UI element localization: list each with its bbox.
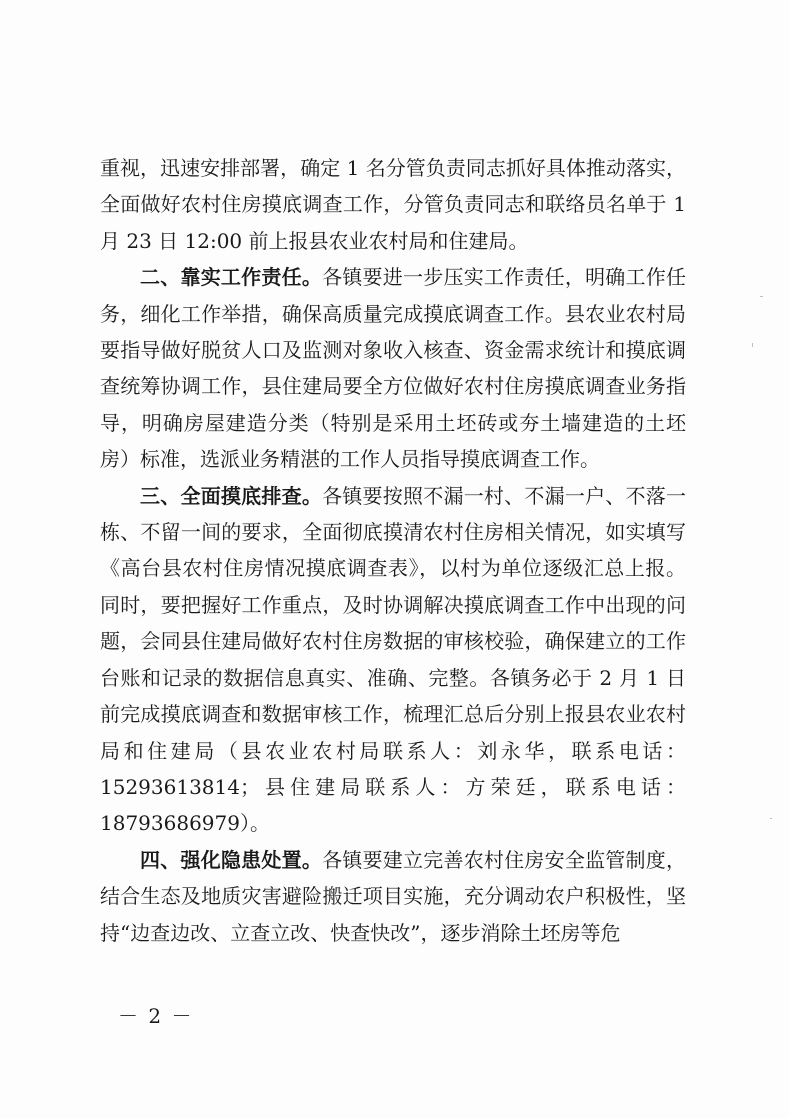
scan-speck [752,343,753,347]
document-body [100,150,686,951]
paragraph-responsibility [100,259,686,477]
paragraph-text: 各镇要按照不漏一村、不漏一户、不落一栋、不留一间的要求，全面彻底摸清农村住房相关情况，如实填写《高台县农村住房情况摸底调查表》，以村为单位逐级汇总上报。同时，要把握好工作重点，及时协调解决摸底调查工作中出现的问题，会同县住建局做好农村住房数据的审核校验，确保建立的工作台账和记录的数据信息真实、准确、完整。各镇务必于 2 月 1 日前完成摸底调查和数据审核工作，梳理汇总后分别上报县农业农村局和住建局（县农业农村局联系人：刘永华，联系电话：15293613814；县住建局联系人：方荣廷，联系电话：18793686979）。 [100,483,687,836]
paragraph-continuation [100,150,686,259]
section-heading-survey: 三、全面摸底排查。 [140,483,323,508]
scan-speck [770,818,772,819]
paragraph-text: 重视，迅速安排部署，确定 1 名分管负责同志抓好具体推动落实，全面做好农村住房摸底调查工作，分管负责同志和联络员名单于 1 月 23 日 12:00 前上报县农业农村局和住建局。 [100,156,686,253]
section-heading-hazard: 四、强化隐患处置。 [140,847,323,872]
scan-speck [760,296,763,297]
paragraph-text: 各镇要进一步压实工作责任，明确工作任务，细化工作举措，确保高质量完成摸底调查工作。县农业农村局要指导做好脱贫人口及监测对象收入核查、资金需求统计和摸底调查统筹协调工作，县住建局要全方位做好农村住房摸底调查业务指导，明确房屋建造分类（特别是采用土坯砖或夯土墙建造的土坯房）标准，选派业务精湛的工作人员指导摸底调查工作。 [100,265,687,472]
paragraph-survey [100,478,686,842]
paragraph-hazard [100,842,686,951]
page-number: － 2 － [118,1004,194,1028]
paragraph-text: 各镇要建立完善农村住房安全监管制度，结合生态及地质灾害避险搬迁项目实施，充分调动农户积极性，坚持“边查边改、立查立改、快查快改”，逐步消除土坯房等危 [100,847,687,945]
section-heading-responsibility: 二、靠实工作责任。 [140,265,323,290]
